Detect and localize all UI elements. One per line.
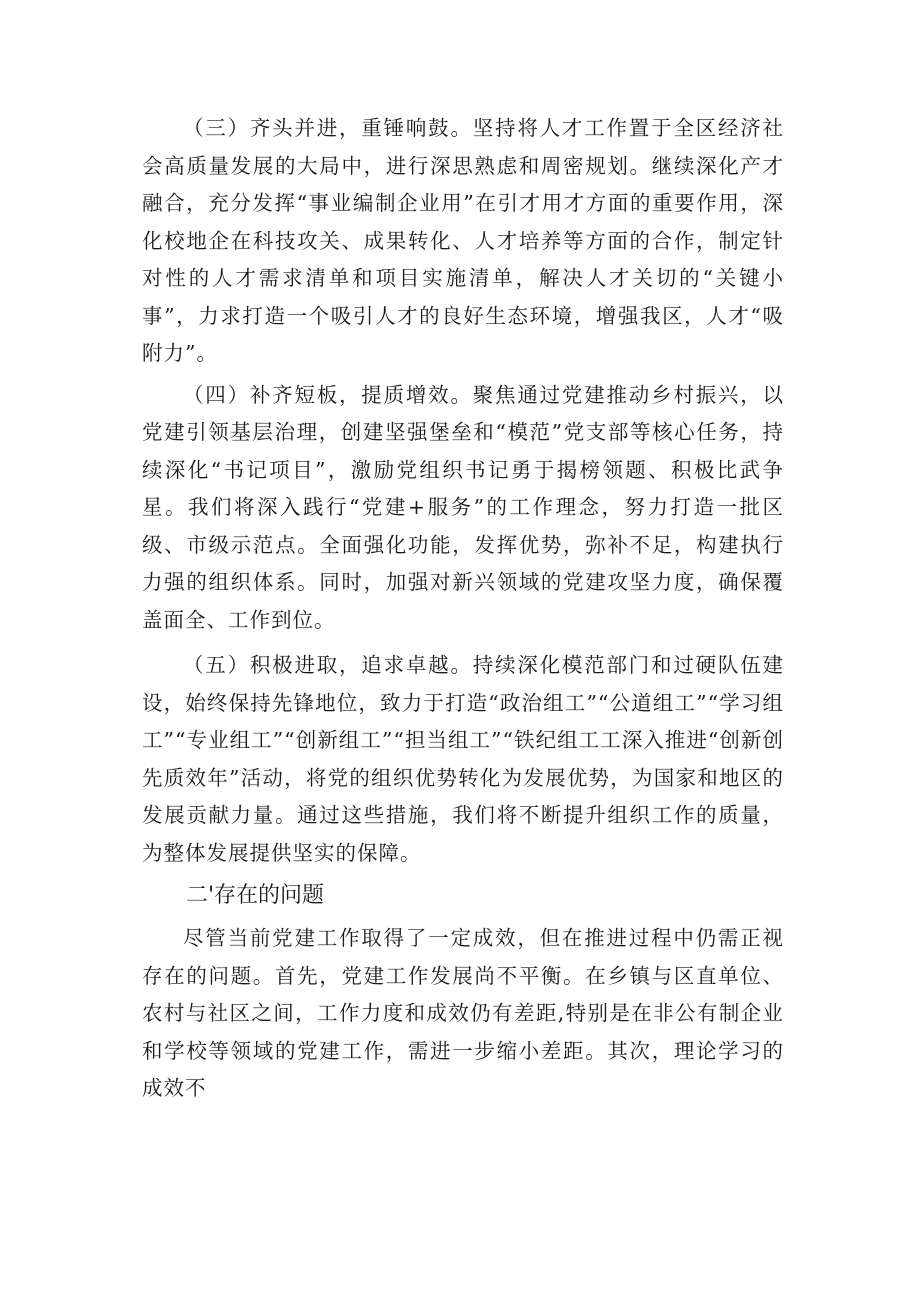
document-page xyxy=(142,110,784,1108)
paragraph-problems: 尽管当前党建工作取得了一定成效，但在推进过程中仍需正视存在的问题。首先，党建工作发展尚不平衡。在乡镇与区直单位、农村与社区之间，工作力度和成效仍有差距,特别是在非公有制企业和学校等领域的党建工作，需进一步缩小差距。其次，理论学习的成效不 xyxy=(142,926,784,1100)
paragraph-section-five: （五）积极进取，追求卓越。持续深化模范部门和过硬队伍建设，始终保持先锋地位，致力于打造“政治组工”“公道组工”“学习组工”“专业组工”“创新组工”“担当组工”“铁纪组工工深入推进“创新创先质效年”活动，将党的组织优势转化为发展优势，为国家和地区的发展贡献力量。通过这些措施，我们将不断提升组织工作的质量，为整体发展提供坚实的保障。 xyxy=(142,653,784,865)
section-heading-problems: 二'存在的问题 xyxy=(186,883,325,908)
paragraph-section-four: （四）补齐短板，提质增效。聚焦通过党建推动乡村振兴，以党建引领基层治理，创建坚强堡垒和“模范”党支部等核心任务，持续深化“书记项目”，激励党组织书记勇于揭榜领题、积极比武争星。我们将深入践行“党建+服务”的工作理念，努力打造一批区级、市级示范点。全面强化功能，发挥优势，弥补不足，构建执行力强的组织体系。同时，加强对新兴领域的党建攻坚力度，确保覆盖面全、工作到位。 xyxy=(142,382,784,632)
paragraph-section-three: （三）齐头并进，重锤响鼓。坚持将人才工作置于全区经济社会高质量发展的大局中，进行深思熟虑和周密规划。继续深化产才融合，充分发挥“事业编制企业用”在引才用才方面的重要作用，深化校地企在科技攻关、成果转化、人才培养等方面的合作，制定针对性的人才需求清单和项目实施清单，解决人才关切的“关键小事”，力求打造一个吸引人才的良好生态环境，增强我区，人才“吸附力”。 xyxy=(142,116,784,365)
